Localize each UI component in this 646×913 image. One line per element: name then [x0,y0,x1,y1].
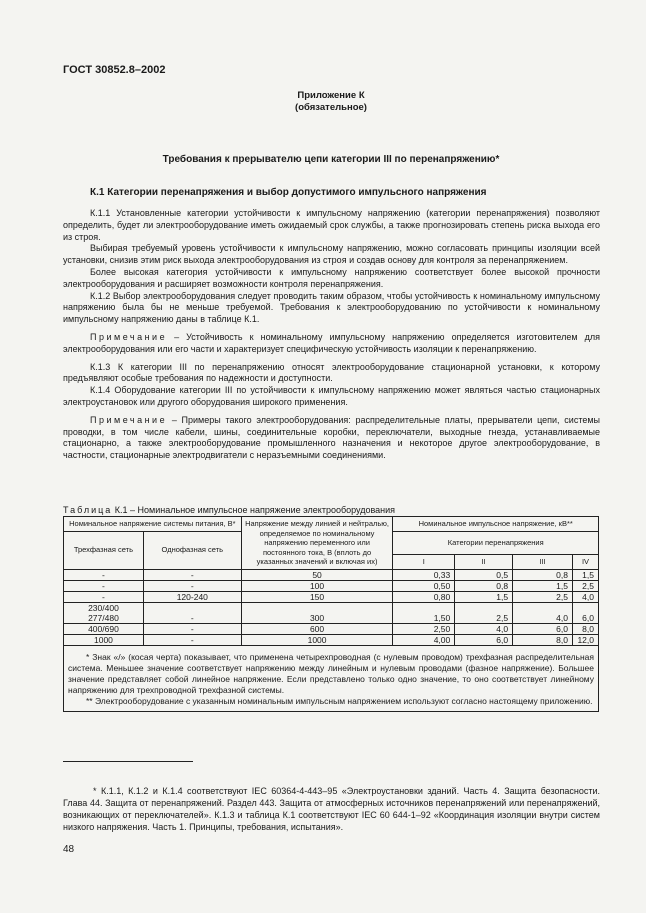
cell-cat-1: 0,50 [393,580,455,591]
table-row [64,634,599,645]
footnote [63,785,600,833]
paragraph-k-1-2: К.1.2 Выбор электрооборудования следует проводить таким образом, чтобы устойчивость к номинальному импульсному напряжению была бы не меньше требуемой. Требования к электрооборудованию по устойчивости к номинальному импульсному напряжению даны в таблице К.1. [63,290,600,325]
cell-three-phase: - [64,591,144,602]
header-line-neutral: Напряжение между линией и нейтралью, определяемое по номинальному напряжению переменного или постоянного тока, В (вплоть до указанных значений и включая их) [241,517,393,570]
header-single-phase: Однофазная сеть [143,531,241,569]
header-nominal-voltage: Номинальное напряжение системы питания, В* [64,517,242,532]
table-note-1: * Знак «/» (косая черта) показывает, что применена четырехпроводная (с нулевым проводом) трехфазная распределительная система. Меньшее значение соответствует напряжению между линейным и нулевым проводами (фазное напряжение). Большее значение представляет собой линейное напряжение. Если представлено только одно значение, то оно соответствует линейному напряжению для трехпроводной трехфазной системы. [68,651,594,695]
cell-line-neutral: 1000 [241,634,393,645]
cell-line-neutral: 300 [241,602,393,623]
cell-cat-3: 2,5 [513,591,573,602]
footnote-divider [63,761,193,762]
table-note-2: ** Электрооборудование с указанным номинальным импульсным напряжением используют согласно настоящему приложению. [86,695,593,706]
cell-cat-2: 0,5 [455,569,513,580]
note-1 [63,332,600,356]
cell-cat-1: 4,00 [393,634,455,645]
requirements-title: Требования к прерывателю цепи категории III по перенапряжению* [162,154,500,165]
header-categories: Категории перенапряжения [393,531,599,555]
cell-cat-1: 0,80 [393,591,455,602]
header-impulse-voltage: Номинальное импульсное напряжение, кВ** [393,517,599,532]
paragraph-k-1-1: К.1.1 Установленные категории устойчивости к импульсному напряжению (категории перенапряжения) позволяют определить, будет ли электрооборудование иметь ожидаемый срок службы, а также прогнозировать степень риска выхода его из строя. [63,208,600,242]
cell-cat-2: 0,8 [455,580,513,591]
cell-cat-2: 4,0 [455,623,513,634]
cell-cat-3: 6,0 [513,623,573,634]
appendix-title: Приложение К [297,90,365,101]
table-caption [63,505,395,515]
cell-cat-4: 12,0 [572,634,598,645]
paragraph-k-1-4: К.1.4 Оборудование категории III по устойчивости к импульсному напряжению может являться частью стационарных электроустановок или другого оборудования широкого применения. [63,385,600,407]
cell-line-neutral: 50 [241,569,393,580]
header-cat-1: I [393,555,455,570]
cell-line-neutral: 150 [241,591,393,602]
cell-three-phase: 400/690 [64,623,144,634]
header-three-phase: Трехфазная сеть [64,531,144,569]
body-text [63,208,600,468]
note-1-label: Примечание [90,331,168,342]
table-caption-text: К.1 – Номинальное импульсное напряжение электрооборудования [112,505,396,515]
cell-cat-3: 8,0 [513,634,573,645]
cell-single-phase: - [143,602,241,623]
table-row [64,569,599,580]
note-2-text: – Примеры такого электрооборудования: распределительные платы, прерыватели цепи, системы проводки, в том числе кабели, шины, соединительные коробки, переключатели, выходные гнезда, устанавливаемые стационарно, а также электрооборудование промышленного назначения и некоторое другое электрооборудование, в частности, стационарные электродвигатели с неразъемными соединениями. [63,414,600,461]
cell-three-phase: 1000 [64,634,144,645]
cell-single-phase: - [143,580,241,591]
table-row [64,602,599,623]
cell-three-phase-line-1: 230/400 [88,602,119,613]
paragraph-k-1-3: К.1.3 К категории III по перенапряжению относят электрооборудование стационарной установки, к которому предъявляют особые требования по надежности и доступности. [63,361,600,384]
table-notes [64,645,599,711]
note-2-label: Примечание [90,414,168,425]
cell-cat-4: 6,0 [572,602,598,623]
cell-cat-3: 1,5 [513,580,573,591]
cell-cat-2: 1,5 [455,591,513,602]
cell-cat-3: 0,8 [513,569,573,580]
table-row [64,591,599,602]
table-row [64,623,599,634]
cell-single-phase: - [143,569,241,580]
cell-line-neutral: 600 [241,623,393,634]
note-2 [63,415,600,462]
cell-cat-4: 8,0 [572,623,598,634]
cell-cat-1: 1,50 [393,602,455,623]
cell-cat-2: 2,5 [455,602,513,623]
footnote-text: * К.1.1, К.1.2 и К.1.4 соответствуют IEC 60364-4-443–95 «Электроустановки зданий. Часть 4. Защита безопасности. Глава 44. Защита от перенапряжений. Раздел 443. Защита от атмосферных источников перенапряжений или перенапряжений, возникающих от переключателей». К.1.3 и таблица К.1 соответствуют IEC 60 644-1–92 «Координация изоляции внутри систем низкого напряжения. Часть 1. Принципы, требования, испытания». [63,786,600,832]
header-cat-2: II [455,555,513,570]
cell-line-neutral: 100 [241,580,393,591]
cell-cat-1: 2,50 [393,623,455,634]
impulse-voltage-table [63,516,599,712]
cell-cat-4: 2,5 [572,580,598,591]
appendix-status: (обязательное) [295,102,367,113]
paragraph-level-choice: Выбирая требуемый уровень устойчивости к импульсному напряжению, можно согласовать принципы изоляции всей установки, снизив этим риск выхода электрооборудования из строя и создав основу для контроля за перенапряжением. [63,243,600,266]
page-number: 48 [63,844,75,855]
cell-cat-3: 4,0 [513,602,573,623]
cell-single-phase: 120-240 [143,591,241,602]
table-caption-label: Таблица [63,505,113,515]
cell-cat-2: 6,0 [455,634,513,645]
header-cat-3: III [513,555,573,570]
cell-single-phase: - [143,623,241,634]
note-1-text: – Устойчивость к номинальному импульсному напряжению определяется изготовителем для электрооборудования или его части и характеризует специфическую устойчивость изоляции к перенапряжению. [63,331,600,354]
cell-cat-1: 0,33 [393,569,455,580]
section-title: К.1 Категории перенапряжения и выбор допустимого импульсного напряжения [90,187,487,198]
table-row [64,580,599,591]
cell-single-phase: - [143,634,241,645]
cell-three-phase [64,602,144,623]
cell-cat-4: 4,0 [572,591,598,602]
cell-cat-4: 1,5 [572,569,598,580]
standard-header: ГОСТ 30852.8–2002 [63,64,166,76]
header-cat-4: IV [572,555,598,570]
cell-three-phase-line-2: 277/480 [88,612,119,623]
cell-three-phase: - [64,580,144,591]
paragraph-higher-category: Более высокая категория устойчивости к импульсному напряжению соответствует более высокой прочности электрооборудования и расширяет возможности контроля перенапряжения. [63,266,600,289]
cell-three-phase: - [64,569,144,580]
